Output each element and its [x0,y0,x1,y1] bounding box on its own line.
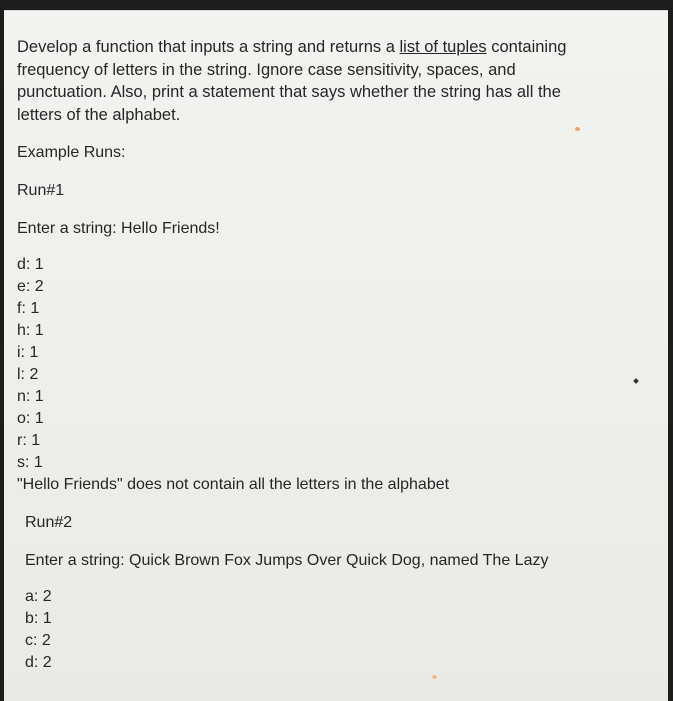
problem-line-4: letters of the alphabet. [17,105,181,124]
run2-count: d: 2 [25,654,52,671]
run1-prompt: Enter a string: Hello Friends! [17,220,220,237]
run2-prompt: Enter a string: Quick Brown Fox Jumps Over Quick Dog, named The Lazy [25,552,549,569]
run2-label: Run#2 [25,514,73,531]
run2-block [17,512,657,674]
example-heading: Example Runs: [17,144,126,161]
run1-output [17,254,657,496]
problem-intro-end: containing [491,38,567,56]
run1-count: l: 2 [17,366,39,383]
run1-count: s: 1 [17,454,43,471]
run2-count: c: 2 [25,632,51,649]
run1-count: r: 1 [17,432,41,449]
run1-count: d: 1 [17,256,44,273]
run1-count: i: 1 [17,344,39,361]
problem-line-3: punctuation. Also, print a statement that says whether the string has all the [17,83,561,101]
run1-count: h: 1 [17,322,44,339]
list-of-tuples-link: list of tuples [399,38,487,56]
run1-count: e: 2 [17,278,44,295]
ink-smudge [432,675,437,679]
run1-label: Run#1 [17,182,65,199]
run2-output [25,586,657,674]
run1-count: n: 1 [17,388,44,405]
run2-count: a: 2 [25,588,52,605]
problem-intro: Develop a function that inputs a string and returns a [17,38,395,56]
run1-count: o: 1 [17,410,44,427]
run1-count: f: 1 [17,300,40,317]
problem-description [17,36,657,126]
run2-count: b: 1 [25,610,52,627]
problem-statement [17,36,657,674]
run1-result: "Hello Friends" does not contain all the letters in the alphabet [17,476,450,493]
problem-line-2: frequency of letters in the string. Ignore case sensitivity, spaces, and [17,60,516,79]
